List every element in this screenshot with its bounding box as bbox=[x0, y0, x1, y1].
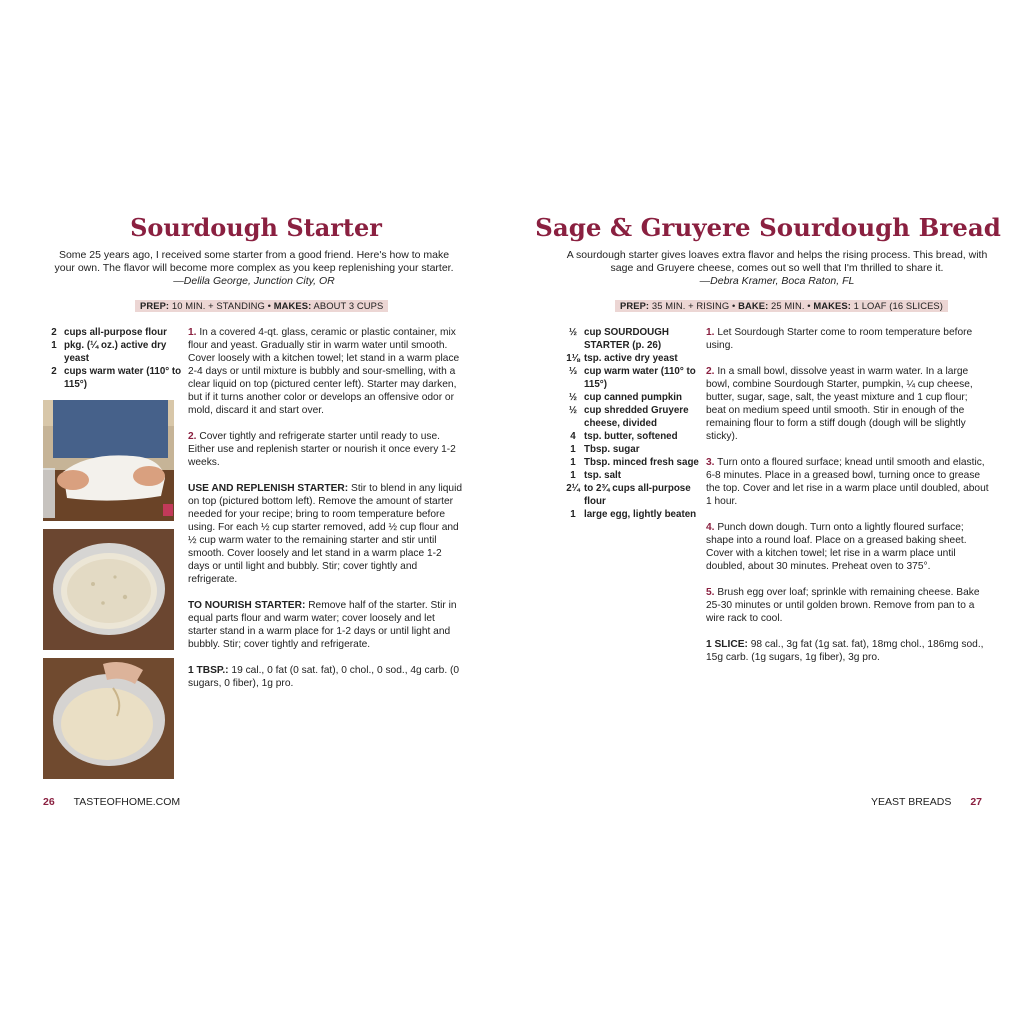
ingredient-item bbox=[562, 456, 712, 469]
ingredient-text: tsp. salt bbox=[584, 470, 622, 481]
ingredient-qty: 1 bbox=[51, 340, 57, 351]
makes-value: ABOUT 3 CUPS bbox=[313, 300, 384, 311]
direction-step bbox=[706, 586, 990, 625]
step-text: Let Sourdough Starter come to room temperature before using. bbox=[706, 327, 973, 351]
prep-value: 10 MIN. + STANDING bbox=[171, 300, 265, 311]
meta-separator: • bbox=[732, 300, 736, 311]
step-text: Brush egg over loaf; sprinkle with remaining cheese. Bake 25-30 minutes or until golden brown. Remove from pan to a wire rack to cool. bbox=[706, 587, 980, 624]
ingredient-text: cups all-purpose flour bbox=[64, 327, 167, 338]
intro-text: Some 25 years ago, I received some starter from a good friend. Here's how to make your own. The flavor will become more complex as you keep replenishing your starter. bbox=[54, 249, 454, 274]
ingredient-list bbox=[562, 326, 712, 521]
ingredient-qty: 2 bbox=[51, 327, 57, 338]
recipe-intro bbox=[48, 249, 460, 288]
step-text: Turn onto a floured surface; knead until smooth and elastic, 6-8 minutes. Place in a greased bowl, turning once to grease the top. Cover and let rise in a warm place until doubled, about 1 hour. bbox=[706, 457, 989, 507]
ingredient-qty: 2 bbox=[51, 366, 57, 377]
ingredient-qty: 1 bbox=[570, 457, 576, 468]
meta-separator: • bbox=[807, 300, 811, 311]
direction-step bbox=[706, 326, 990, 352]
makes-label: MAKES: bbox=[813, 300, 851, 311]
step-number: 1. bbox=[706, 327, 715, 338]
photo-bubbly-starter bbox=[43, 529, 174, 650]
step-text: In a covered 4-qt. glass, ceramic or plastic container, mix flour and yeast. Gradually stir in warm water until smooth. Cover loosely with a kitchen towel; let stand in a warm place 2-4 days or until mixture is bubbly and sour-smelling, with a clear liquid on top (pictured center left). Starter may darken, but if it turns another color or develops an offensive odor or mold, discard it and start over. bbox=[188, 327, 460, 416]
makes-value: 1 LOAF (16 SLICES) bbox=[853, 300, 944, 311]
direction-step bbox=[706, 365, 990, 443]
ingredient-text: tsp. butter, softened bbox=[584, 431, 678, 442]
page-number: 27 bbox=[970, 796, 982, 808]
ingredient-item bbox=[562, 469, 712, 482]
direction-step bbox=[188, 326, 464, 417]
step-number: 1. bbox=[188, 327, 197, 338]
step-number: 5. bbox=[706, 587, 715, 598]
ingredient-text: cup canned pumpkin bbox=[584, 392, 682, 403]
ingredient-qty: ½ bbox=[568, 327, 578, 338]
intro-text: A sourdough starter gives loaves extra flavor and helps the rising process. This bread, with sage and Gruyere cheese, comes out so well that I'm thrilled to share it. bbox=[566, 249, 988, 274]
step-text: Punch down dough. Turn onto a lightly floured surface; shape into a round loaf. Place on a greased baking sheet. Cover with a kitchen towel; let rise in a warm place until doubled, about 30 minutes. Preheat oven to 375°. bbox=[706, 522, 967, 572]
ingredient-item bbox=[562, 508, 712, 521]
page-number: 26 bbox=[43, 796, 55, 808]
nutrition-label: 1 SLICE: bbox=[706, 639, 748, 650]
ingredient-qty: ½ bbox=[568, 405, 578, 416]
ingredient-text: large egg, lightly beaten bbox=[584, 509, 697, 520]
direction-section bbox=[188, 599, 464, 651]
step-text: Cover tightly and refrigerate starter until ready to use. Either use and replenish starter or nourish it once every 1-2 weeks. bbox=[188, 431, 456, 468]
page-footer bbox=[43, 795, 180, 809]
ingredient-item bbox=[562, 443, 712, 456]
photo-stirring-starter bbox=[43, 658, 174, 779]
direction-step bbox=[188, 430, 464, 469]
prep-label: PREP: bbox=[140, 300, 170, 311]
right-page bbox=[512, 0, 1024, 1024]
ingredient-item bbox=[562, 404, 712, 430]
photo-covered-starter bbox=[43, 400, 174, 521]
prep-label: PREP: bbox=[620, 300, 650, 311]
ingredient-text: cup warm water (110° to 115°) bbox=[584, 366, 696, 390]
ingredient-item bbox=[562, 352, 712, 365]
nutrition-info bbox=[188, 664, 464, 690]
recipe-meta-bar bbox=[135, 300, 388, 312]
step-number: 2. bbox=[706, 366, 715, 377]
step-number: 3. bbox=[706, 457, 715, 468]
page-footer bbox=[871, 795, 982, 809]
ingredient-item bbox=[44, 326, 184, 339]
step-text: In a small bowl, dissolve yeast in warm water. In a large bowl, combine Sourdough Starter, pumpkin, ¼ cup cheese, butter, sugar, sage, salt, the yeast mixture and 1 cup flour; beat on medium speed until smooth. Stir in enough of the remaining flour to form a stiff dough (dough will be slightly sticky). bbox=[706, 366, 973, 442]
nutrition-info bbox=[706, 638, 990, 664]
attribution: —Delila George, Junction City, OR bbox=[173, 275, 335, 287]
section-text: Remove half of the starter. Stir in equal parts flour and warm water; cover loosely and let starter stand in a warm place for 1-2 days or until light and bubbly. Stir; cover tightly and refrigerate. bbox=[188, 600, 457, 650]
ingredient-qty: ⅓ bbox=[568, 366, 578, 377]
recipe-title: Sage & Gruyere Sourdough Bread bbox=[535, 213, 1001, 242]
ingredient-item bbox=[562, 391, 712, 404]
ingredient-item bbox=[562, 326, 712, 352]
recipe-title: Sourdough Starter bbox=[130, 213, 382, 242]
ingredient-text: Tbsp. minced fresh sage bbox=[584, 457, 699, 468]
ingredient-qty: ½ bbox=[568, 392, 578, 403]
makes-label: MAKES: bbox=[273, 300, 312, 311]
ingredient-qty: 1 bbox=[570, 509, 576, 520]
ingredient-text: to 2¾ cups all-purpose flour bbox=[584, 483, 691, 507]
ingredient-text: cup shredded Gruyere cheese, divided bbox=[584, 405, 689, 429]
nutrition-text: 19 cal., 0 fat (0 sat. fat), 0 chol., 0 sod., 4g carb. (0 sugars, 0 fiber), 1g pro. bbox=[188, 665, 460, 689]
ingredient-text: cups warm water (110° to 115°) bbox=[64, 366, 182, 390]
ingredient-qty: 1 bbox=[570, 470, 576, 481]
attribution: —Debra Kramer, Boca Raton, FL bbox=[699, 275, 855, 287]
recipe-intro bbox=[564, 249, 990, 288]
direction-section bbox=[188, 482, 464, 586]
ingredient-qty: 2¼ bbox=[566, 483, 580, 494]
footer-section: YEAST BREADS bbox=[871, 796, 952, 808]
footer-site: TASTEOFHOME.COM bbox=[73, 796, 181, 808]
bake-value: 25 MIN. bbox=[771, 300, 805, 311]
directions bbox=[706, 326, 990, 677]
nutrition-label: 1 TBSP.: bbox=[188, 665, 229, 676]
ingredient-text: tsp. active dry yeast bbox=[584, 353, 678, 364]
ingredient-qty: 1⅛ bbox=[566, 353, 580, 364]
ingredient-item bbox=[44, 339, 184, 365]
section-label: USE AND REPLENISH STARTER: bbox=[188, 483, 349, 494]
ingredient-item bbox=[44, 365, 184, 391]
step-number: 4. bbox=[706, 522, 715, 533]
section-label: TO NOURISH STARTER: bbox=[188, 600, 306, 611]
ingredient-qty: 1 bbox=[570, 444, 576, 455]
ingredient-qty: 4 bbox=[570, 431, 576, 442]
bake-label: BAKE: bbox=[738, 300, 769, 311]
ingredient-item bbox=[562, 430, 712, 443]
direction-step bbox=[706, 521, 990, 573]
ingredient-item bbox=[562, 482, 712, 508]
step-number: 2. bbox=[188, 431, 197, 442]
ingredient-text: cup SOURDOUGH STARTER (p. 26) bbox=[584, 327, 669, 351]
ingredient-text: pkg. (¼ oz.) active dry yeast bbox=[64, 340, 167, 364]
directions bbox=[188, 326, 464, 703]
ingredient-text: Tbsp. sugar bbox=[584, 444, 640, 455]
prep-value: 35 MIN. + RISING bbox=[651, 300, 730, 311]
ingredient-list bbox=[44, 326, 184, 391]
nutrition-text: 98 cal., 3g fat (1g sat. fat), 18mg chol., 186mg sod., 15g carb. (1g sugars, 1g fiber), 3g pro. bbox=[706, 639, 984, 663]
recipe-meta-bar bbox=[615, 300, 948, 312]
direction-step bbox=[706, 456, 990, 508]
section-text: Stir to blend in any liquid on top (pictured bottom left). Remove the amount of starter needed for your recipe; bring to room temperature before using. For each ½ cup starter removed, add ½ cup flour and ½ cup warm water to the remaining starter and stir until smooth. Cover loosely and let stand in a warm place 1-2 days or until light and bubbly. Stir; cover tightly and refrigerate. bbox=[188, 483, 463, 585]
meta-separator: • bbox=[267, 300, 272, 311]
ingredient-item bbox=[562, 365, 712, 391]
